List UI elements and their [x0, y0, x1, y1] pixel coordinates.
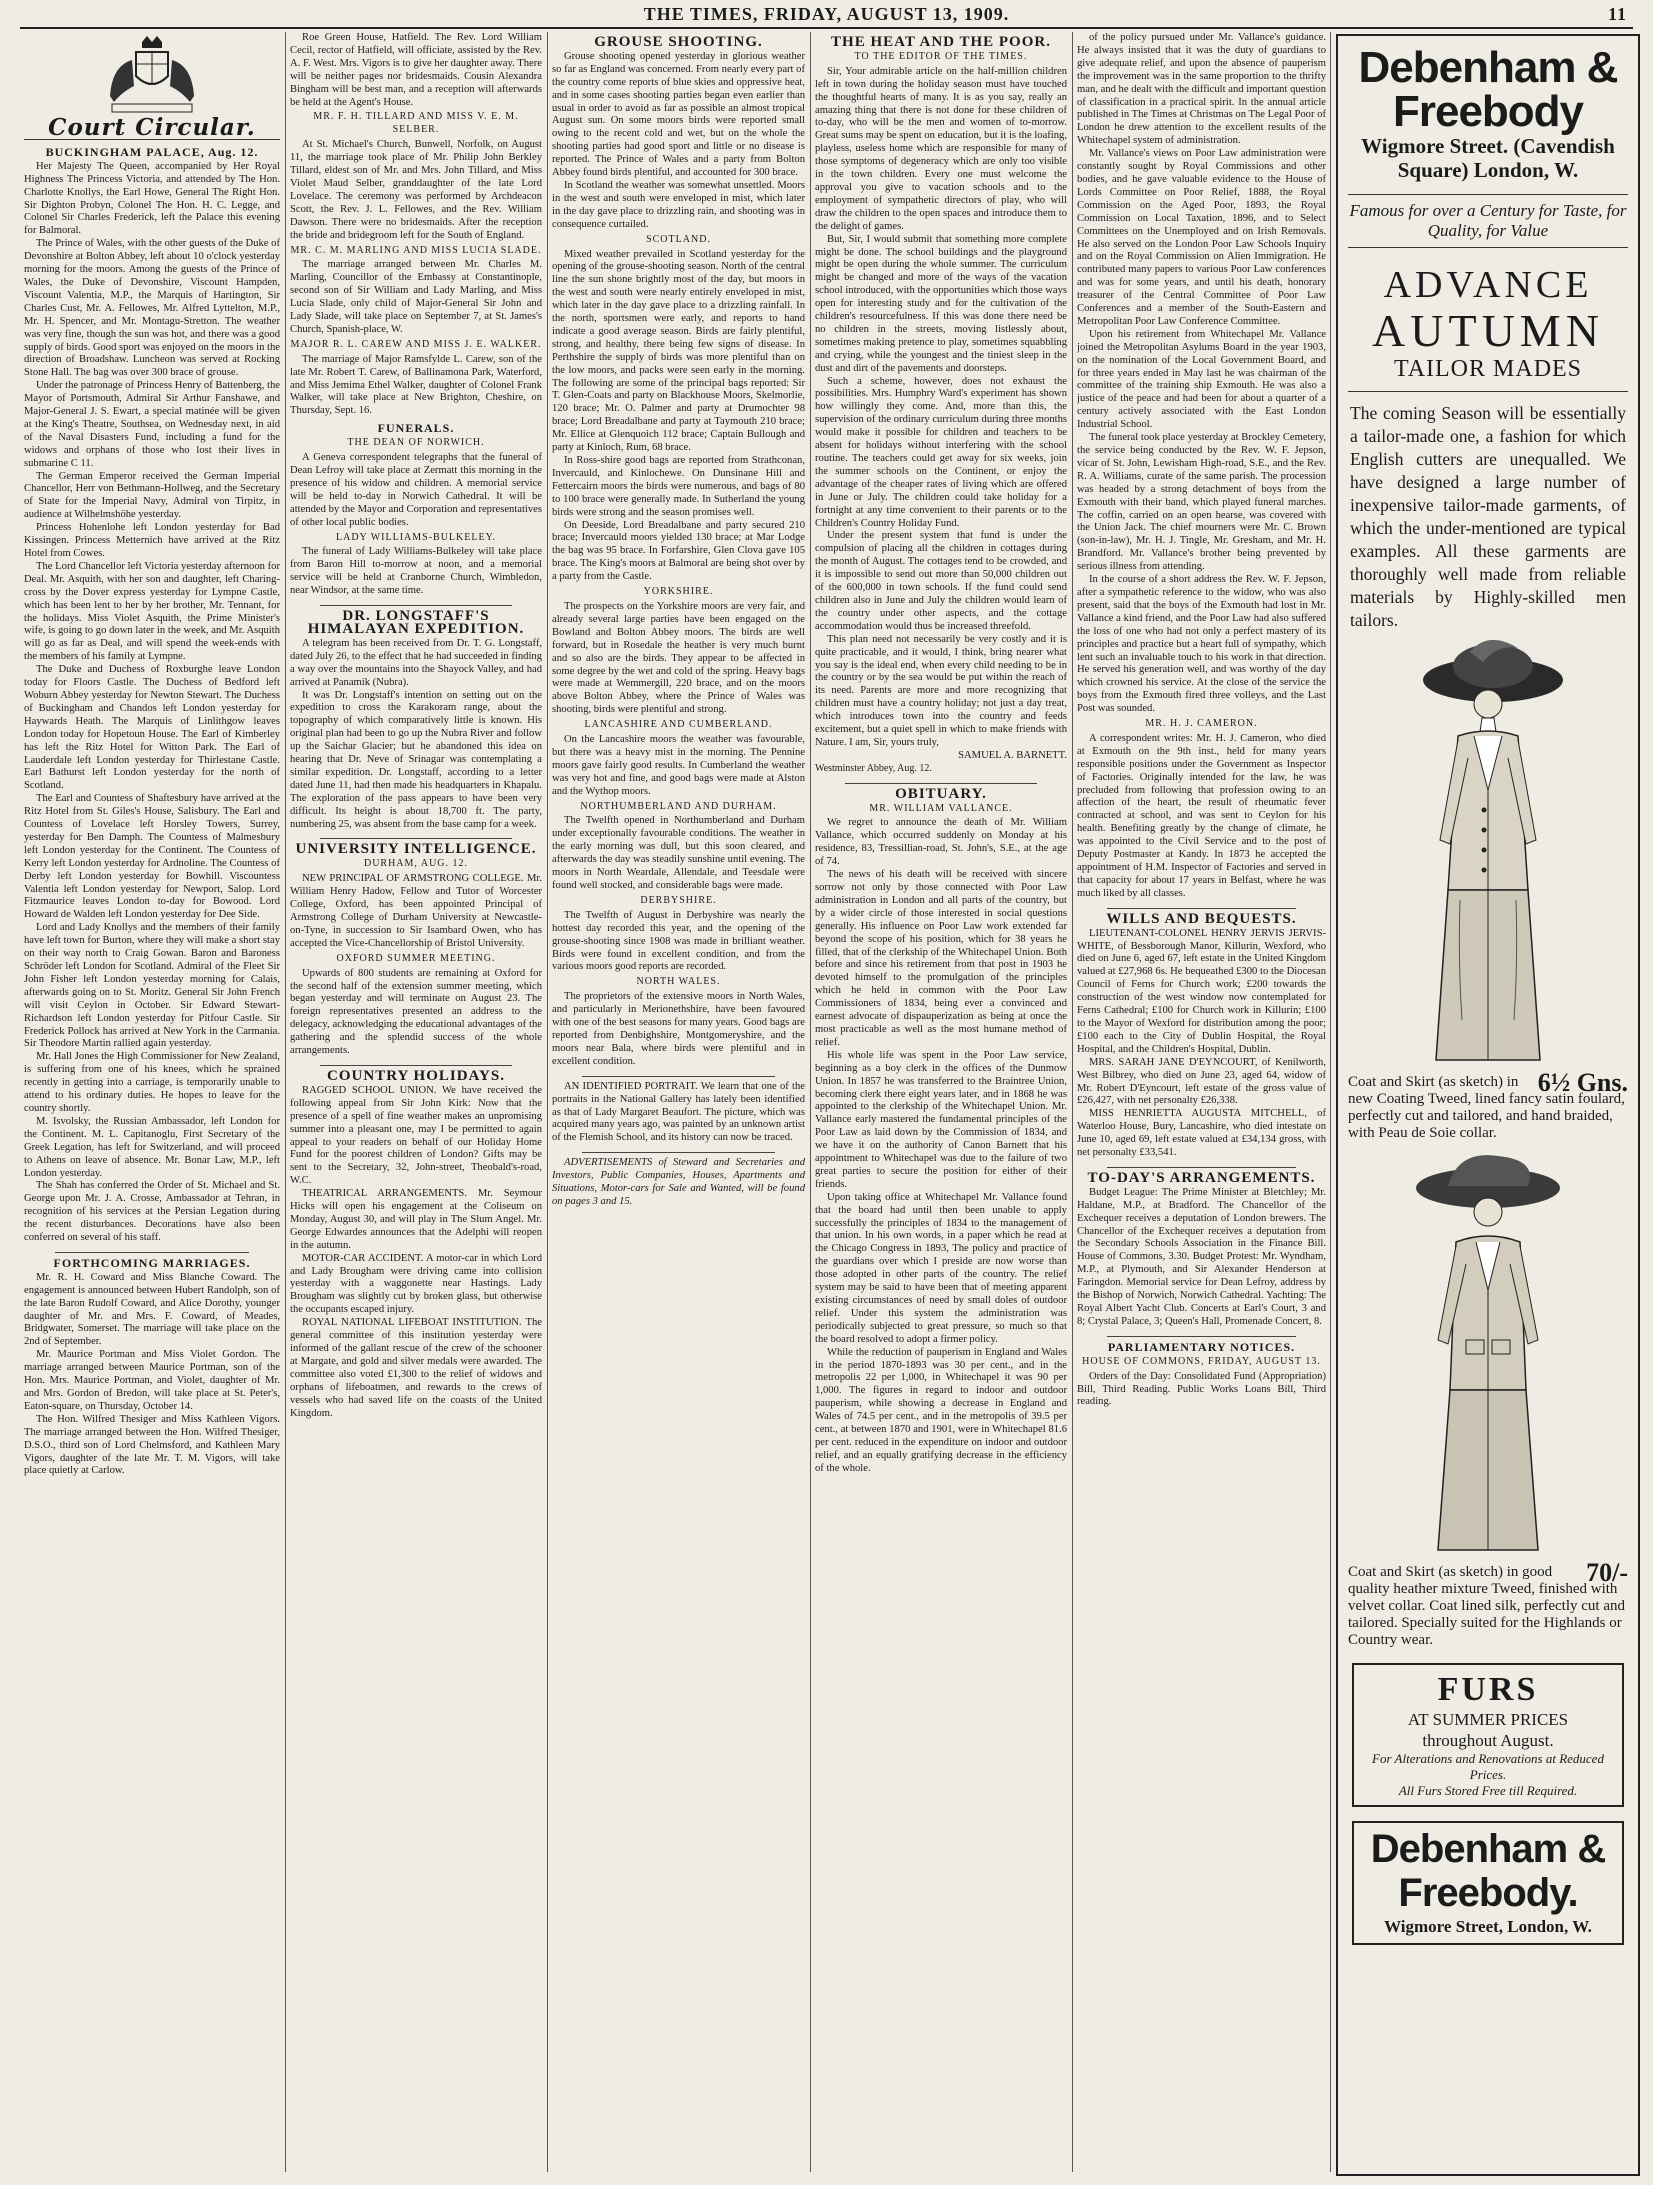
section-heading: COUNTRY HOLIDAYS.: [327, 1067, 505, 1084]
article-paragraph: LIEUTENANT-COLONEL HENRY JERVIS JERVIS-WHITE, of Bessborough Manor, Killurin, Wexford, who died on June 6, aged 67, left estate in the United Kingdom valued at £27,968 6s. He bequeathed £300 to the Diocesan Council of Ferns for Church work; £200 towards the construction of the west window now contemplated for Ferns Cathedral; £100 for Church work in Killurin; £100 to the Mayor of Wexford for distribution among the poor; £100 each to the City of Dublin Hospital, the Royal Hospital, and the Children's Hospital, Dublin.: [1077, 927, 1326, 1055]
advert-body: The coming Season will be essentially a tailor-made one, a fashion for which English cutters are unequalled. We have designed a large number of inexpensive tailor-made garments, of which the under-mentioned are typical examples. All these garments are thoroughly well made from reliable materials by Highly-skilled men tailors.: [1350, 403, 1626, 630]
column-rule: [285, 32, 286, 2172]
subheading: MR. F. H. TILLARD AND MISS V. E. M. SELBER.: [313, 111, 519, 136]
subheading: LADY WILLIAMS-BULKELEY.: [335, 531, 497, 543]
section-heading: FUNERALS.: [377, 421, 455, 436]
article-paragraph: MISS HENRIETTA AUGUSTA MITCHELL, of Waterloo House, Bury, Lancashire, who died intestate on June 10, aged 69, left estate valued at £34,134 gross, with net personalty £33,541.: [1077, 1108, 1326, 1159]
royal-arms-icon: [92, 36, 212, 116]
article-paragraph: Lord and Lady Knollys and the members of their family have left town for Burton, where they will make a short stay on their way north to Craig Gowan. Baron and Baroness Schröder left London for Scotland. Admiral of the Fleet Sir John Fisher left London yesterday morning for Calais, afterwards going on to St. Moritz. General Sir John French will visit Ceylon in October. Sir Edward Stewart-Richardson left London yesterday for Pitfour Castle. Sir Frederick Pollock has arrived at New York in the Carmania. Sir Theodore Martin rallied again yesterday.: [24, 922, 280, 1050]
article-paragraph: A telegram has been received from Dr. T. G. Longstaff, dated July 26, to the effect that he had succeeded in finding a way over the mountains into the Shayock Valley, and had arrived at Panamik (Nubra).: [290, 637, 542, 688]
article-paragraph: Grouse shooting opened yesterday in glorious weather so far as England was concerned. From nearly every part of the country come reports of blue skies and oppressive heat, and in some cases shooting parties began even earlier than usual in order to avoid as far as possible an almost tropical August sun. On some moors birds were reported small owing to the recent cold and wet, but on the whole the shooting parties had good sport and little or no disease is reported. The Prince of Wales and a party from Bolton Abbey found birds plentiful, and accounted for 300 brace.: [552, 50, 805, 179]
advert-slogan: Famous for over a Century for Taste, for Quality, for Value: [1348, 194, 1628, 248]
article-paragraph: A correspondent writes: Mr. H. J. Cameron, who died at Exmouth on the 9th inst., held for many years responsible positions under the Government as Inspector of Factories. Originally intended for the law, he was precluded from following that profession owing to an affection of the heart, the result of rheumatic fever contracted at school, and was sent to Ceylon for his health. Benefiting greatly by the change of climate, he was appointed to the Civil Service and to the post of Deputy Postmaster at Kandy. In 1873 he accepted the appointment of H.M. Inspector of Factories and served in that capacity for about 17 years in Belfast, where he was much liked by all classes.: [1077, 732, 1326, 899]
section-divider: [320, 1065, 512, 1066]
section-divider: [845, 783, 1037, 784]
subheading: HOUSE OF COMMONS, FRIDAY, AUGUST 13.: [1082, 1355, 1321, 1367]
lady-in-coat-illustration-icon: [1388, 640, 1588, 1070]
article-paragraph: Mixed weather prevailed in Scotland yesterday for the opening of the grouse-shooting season. North of the central line the sun shone brightly most of the day, but moors in the west and south were nearly entirely enveloped in mist, which later in the day gave place to a drizzling rainfall. In the north, sportsmen were early, and reports to hand indicate a good average season. Birds are fairly plentiful, strong, and healthy, there being few signs of disease. In Perthshire the supply of birds was more plentiful than on the low moors, and packs were seen early in the morning. The following are some of the principal bags reported: Sir T. Glen-Coats and party on Blackhouse Moors, Skelmorlie, 120 brace; Mr. O. Palmer and party at Drumochter 98 brace; Lord Breadalbane and party at Taymouth 210 brace; Mr. Ellice at Glenquoich 112 brace; Captain Bullough and party at Kinloch, Rum, 68 brace.: [552, 248, 805, 454]
column-rule: [547, 32, 548, 2172]
subheading: DURHAM, AUG. 12.: [363, 858, 469, 870]
article-paragraph: ROYAL NATIONAL LIFEBOAT INSTITUTION. The general committee of this institution yesterday were informed of the gallant rescue of the crew of the schooner at Margate, and gold and silver medals were awarded. The committee also voted £1,300 to the relief of widows and orphans of lifeboatmen, and rewards to the crews of vessels who had saved life on the coasts of the United Kingdom.: [290, 1317, 542, 1419]
column-heat-and-poor: [815, 32, 1067, 2172]
masthead: [20, 4, 1633, 26]
article-paragraph: AN IDENTIFIED PORTRAIT. We learn that one of the portraits in the National Gallery has lately been identified as that of Lady Margaret Beaufort. The picture, which was acquired many years ago, was painted by an unknown artist of the Flemish School, and its history can now be traced.: [552, 1080, 805, 1144]
section-divider: [320, 838, 512, 839]
furs-notice: [1352, 1663, 1624, 1807]
article-paragraph: Such a scheme, however, does not exhaust the possibilities. Mrs. Humphry Ward's experiment has shown how willingly they come. And, more than this, the supervision of the ordinary curriculum during three months would make it possible for children and teachers to be absent for holidays without interfering with the school routine. The teachers could get away for six weeks, join the summer schools on the Continent, or enjoy the advantage of the cheaper rates of living which are offered in June or July. The children could take holiday for a fortnight at any time convenient to their parents or to the Children's Country Holiday Fund.: [815, 375, 1067, 529]
dateline: BUCKINGHAM PALACE, Aug. 12.: [45, 144, 259, 159]
article-paragraph: THEATRICAL ARRANGEMENTS. Mr. Seymour Hicks will open his engagement at the Coliseum on Monday, August 30, and will play in The Slum Angel. Mr. George Edwardes announces that the Adelphi will reopen in the autumn.: [290, 1188, 542, 1251]
price-1: 6½ Gns.: [1537, 1068, 1628, 1097]
section-heading: FORTHCOMING MARRIAGES.: [53, 1255, 251, 1270]
section-divider: [582, 1076, 774, 1077]
advert-headline-advance: ADVANCE: [1383, 264, 1593, 306]
debenham-freebody-advertisement: [1336, 34, 1640, 2176]
article-paragraph: His whole life was spent in the Poor Law service, beginning as a boy clerk in the offices of the Dunmow Union. In 1857 he was transferred to the Braintree Union, becoming clerk there eight years later, and in 1868 he was appointed to the clerkship of the Whitechapel Union. Mr. Vallance early mastered the fundamental principles of the Poor Law as laid down by the Commission of 1834, and we have it on the authority of Canon Barnett that his appointment to Whitechapel was due to the failure of two great parties to secure the position for either of their friends.: [815, 1049, 1067, 1190]
section-heading: WILLS AND BEQUESTS.: [1106, 910, 1297, 927]
article-paragraph: The Twelfth of August in Derbyshire was nearly the hottest day recorded this year, and the opening of the grouse-shooting since 1908 was made in brilliant weather. Birds were found in excellent condition, and from the various moors good reports are recorded.: [552, 909, 805, 973]
subheading: SCOTLAND.: [646, 233, 711, 245]
subheading: YORKSHIRE.: [643, 586, 714, 598]
furs-line: All Furs Stored Free till Required.: [1398, 1783, 1578, 1798]
column-rule: [810, 32, 811, 2172]
article-paragraph: The German Emperor received the German Imperial Chancellor, Herr von Bethmann-Hollweg, and the Secretary of State for the Imperial Navy, Admiral von Tirpitz, in audience at Wilhelmshöhe yesterday.: [24, 470, 280, 521]
article-paragraph: of the policy pursued under Mr. Vallance's guidance. He always insisted that it was the duty of guardians to give adequate relief, and upon the absence of pauperism the improvement was in the same proportion to the thrifty man, and he dealt with the difficult and important question of classification in a practical spirit. In the annual article published in The Times at Christmas on The Legal Poor of London he drew attention to the excellent results of the Whitechapel system of administration.: [1077, 32, 1326, 147]
advert-caption-1: [1348, 1068, 1628, 1142]
article-paragraph: On Deeside, Lord Breadalbane and party secured 210 brace; Invercauld moors yielded 130 brace; at Mar Lodge the bag was 95 brace. In Forfarshire, Glen Clova gave 105 brace. The King's moors at Balmoral are being shot over by a party from the Castle.: [552, 519, 805, 583]
column-rule: [1072, 32, 1073, 2172]
article-paragraph: RAGGED SCHOOL UNION. We have received the following appeal from Sir John Kirk: Now that the presence of a spell of fine weather makes an unpromising summer into a pleasant one, may I be permitted to again appeal to your readers on behalf of our Holiday Home Fund for the poorest children of London? Gifts may be sent to the Secretary, 32, John-street, Theobald's-road, W.C.: [290, 1084, 542, 1187]
column-marriages-expedition: [290, 32, 542, 2172]
column-rule: [1330, 32, 1331, 2172]
furs-title: FURS: [1437, 1671, 1539, 1708]
article-paragraph: The Shah has conferred the Order of St. Michael and St. George upon Mr. J. A. Crosse, Ambassador at Tehran, in recognition of his services at the Persian Legation during the recent disturbances. Decorations have also been conferred on several of his staff.: [24, 1180, 280, 1244]
article-paragraph: MOTOR-CAR ACCIDENT. A motor-car in which Lord and Lady Brougham were driving came into collision yesterday with a waggonette near Hastings. Lady Brougham was slightly cut by broken glass, but otherwise the occupants escaped injury.: [290, 1252, 542, 1316]
advert-address-2: Wigmore Street, London, W.: [1384, 1917, 1592, 1936]
section-heading: GROUSE SHOOTING.: [594, 34, 763, 50]
subheading: MR. H. J. CAMERON.: [1145, 718, 1258, 730]
article-paragraph: The news of his death will be received with sincere sorrow not only by those connected with Poor Law administration in London and all parts of the country, but by a wider circle of those interested in social questions generally. His influence on Poor Law work extended far beyond the scope of his position, which for 38 years he filled, that of the clerkship of the Whitechapel Union. Both before and since his retirement from that post in 1903 he devoted himself to the promulgation of the principles which he held in common with the Poor Law Commissioners of 1834, being ever a convinced and earnest advocate of dispauperization as being at once the most practicable as well as the most humane method of relief.: [815, 869, 1067, 1048]
section-divider: [1107, 1167, 1296, 1168]
article-paragraph: At St. Michael's Church, Bunwell, Norfolk, on August 11, the marriage took place of Mr. Philip John Berkley Tillard, eldest son of Mr. and Mrs. John Tillard, and Miss Violet Maud Selber, granddaughter of the late Lord Lovelace. The ceremony was performed by Archdeacon Scott, the Rev. J. L. Fellowes, and the Rev. William Dawson. There were no bridesmaids. After the reception the bride and bridegroom left for the South of England.: [290, 139, 542, 241]
article-paragraph: The funeral of Lady Williams-Bulkeley will take place from Baron Hill to-morrow at noon, and a memorial service will be held at Cranborne Church, Wimbledon, near Windsor, at the same time.: [290, 546, 542, 597]
article-paragraph: Mr. Hall Jones the High Commissioner for New Zealand, is suffering from one of his knees, which he sprained recently in getting into a carriage, is temporarily unable to attend to his ordinary duties. He hopes to leave for the country shortly.: [24, 1051, 280, 1114]
subheading: MR. WILLIAM VALLANCE.: [869, 802, 1013, 814]
advert-footer-brand: [1352, 1821, 1624, 1945]
article-paragraph: Mr. R. H. Coward and Miss Blanche Coward. The engagement is announced between Hubert Randolph, son of the late Baron Rudolf Coward, and Alice Dorothy, younger daughter of Mr. and Mrs. F. Coward, of Meades, Bridgwater, Somerset. The marriage will take place on the 2nd of September.: [24, 1271, 280, 1348]
article-paragraph: The marriage arranged between Mr. Charles M. Marling, Councillor of the Embassy at Constantinople, second son of Sir William and Lady Marling, and Miss Lucia Slade, only child of Major-General Sir John and Lady Slade, will take place on September 7, at St. James's Church, Spanish-place, W.: [290, 259, 542, 335]
article-paragraph: While the reduction of pauperism in England and Wales in the period 1870-1893 was 30 per cent., and in the metropolis 22 per 1,000, in Whitechapel it was 90 per 1,000. The figures in regard to indoor and outdoor pauperism, while showing a decrease in England and Wales of 74.5 per cent., and in the metropolis of 39.5 per cent., at between 1870 and 1901, were in Whitechapel 81.6 per cent. reduced in the expenditure on indoor and outdoor relief, and an equally gratifying decrease in the efficiency of the whole.: [815, 1346, 1067, 1474]
section-heading: UNIVERSITY INTELLIGENCE.: [295, 841, 537, 858]
advert-brand: Debenham & Freebody: [1358, 43, 1618, 136]
article-paragraph: This plan need not necessarily be very costly and it is quite practicable, and it would, I think, bring nearer what you say is the ideal end, when every child needing to be in the country or by the sea would be put within the reach of its need. Parents are more and more recognizing that children must have a country holiday; not just a day treat, which introduces town into the country and feeds excitement, but a quiet spell in which to make friends with Nature. I am, Sir, yours truly,: [815, 633, 1067, 748]
furs-line: AT SUMMER PRICES: [1407, 1710, 1569, 1729]
article-paragraph: Princess Hohenlohe left London yesterday for Bad Kissingen. Princess Metternich have arrived at the Ritz Hotel from Cowes.: [24, 522, 280, 559]
caption-text-2: Coat and Skirt (as sketch) in good quality heather mixture Tweed, finished with velvet collar. Coat lined silk, perfectly cut and tailored. Specially suited for the Highlands or Country wear.: [1348, 1564, 1625, 1648]
column-grouse-shooting: [552, 32, 805, 2172]
article-paragraph: Sir, Your admirable article on the half-million children left in town during the holiday season must have touched the thoughtful hearts of many. It is as you say, really an amazing thing that there is not done for these children of to-day, who will be the men and women of to-morrow. Great sums may be spent on education, but it is the loafing, playless, useless home which are responsible for many of those symptoms of degeneracy which are only too visible in the town children. Every one must welcome the approval you give to vacation schools and to the employment of sympathetic directors of play, who will draw the children to the open spaces and introduce them to the delight of games.: [815, 65, 1067, 232]
article-paragraph: The Duke and Duchess of Roxburghe leave London today for Floors Castle. The Duchess of Bedford left Woburn Abbey yesterday for Newton Stewart. The Duchess of Buckingham and Chandos left London yesterday for Haywards Heath. The Marquis of Linlithgow leaves London today for Hopetoun House. The Earl of Kimberley has left the Ritz Hotel for Witton Park. The Earl of Lauderdale left London yesterday for Thirlestane Castle. Earl Bathurst left London yesterday for the north of Scotland.: [24, 664, 280, 792]
subheading: THE DEAN OF NORWICH.: [347, 437, 485, 449]
article-paragraph: The funeral took place yesterday at Brockley Cemetery, the service being conducted by the Rev. W. F. Jepson, vicar of St. John, Lewisham High-road, S.E., and the Rev. R. A. Williams, curate of the same parish. The procession was headed by a strong detachment of boys from the Exmouth with their band, which played funeral marches. The coffin, carried on an open hearse, was covered with the Union Jack. The chief mourners were Mr. C. Brown (son-in-law), Mr. H. J. Tingle, Mr. Gresham, and Mr. H. Brandford. Mr. Vallance's brother being prevented by serious illness from attending.: [1077, 432, 1326, 573]
article-paragraph: Upon taking office at Whitechapel Mr. Vallance found that the board had until then been unable to apply successfully the principles of 1834 to the management of that union. In his own words, in a paper which he read at the Chicago Congress in 1893, The policy and practice of the guardians over which I preside are now worse than those adopted in other parts of the country. The relief system may be said to have been that of meeting apparent existing circumstances of need by small doles of outdoor relief. Under this system the administration was periodically subjected to great pressure, so much so that the board resolved to adopt a firmer policy.: [815, 1191, 1067, 1345]
subheading: MR. C. M. MARLING AND MISS LUCIA SLADE.: [290, 244, 542, 256]
article-paragraph: The Hon. Wilfred Thesiger and Miss Kathleen Vigors. The marriage arranged between the Hon. Wilfred Thesiger, D.S.O., third son of Lord Chelmsford, and Kathleen Mary Vigors, daughter of the late Mr. T. M. Vigors, will take place quietly at Carlow.: [24, 1413, 280, 1477]
price-2: 70/-: [1586, 1558, 1628, 1587]
article-paragraph: Under the patronage of Princess Henry of Battenberg, the Mayor of Portsmouth, Admiral Sir Arthur Fanshawe, and Major-General J. S. Ewart, a special matinée will be given at the King's Theatre, Southsea, on Wednesday next, in aid of the Naval Disasters Fund, including a fund for the widows and orphans of those who lost their lives in submarine C 11.: [24, 380, 280, 469]
section-divider: [320, 605, 512, 606]
furs-line: For Alterations and Renovations at Reduced Prices.: [1372, 1751, 1604, 1782]
article-paragraph: The proprietors of the extensive moors in North Wales, and particularly in Merionethshire, have been favoured with one of the best seasons for many years. Good bags are reported from Denbighshire, Montgomeryshire, and the moors near Bala, where birds were plentiful and in excellent condition.: [552, 991, 805, 1067]
section-divider: [55, 1252, 250, 1253]
article-paragraph: But, Sir, I would submit that something more complete might be done. The school buildings and the playground might be open during the whole summer. The curriculum might be changed and more of the ways of the vacation school introduced, with the opportunities which those ways open for interesting study and for the cultivation of the children's resourcefulness. If this was done there need be no children in the streets, moving listlessly about, sometimes making pretence to play, sometimes squabbling and crying, while the youngest and the tiniest sleep in the dust and dirt of the pavements and doorsteps.: [815, 233, 1067, 374]
advert-headline-tailor: TAILOR MADES: [1348, 356, 1628, 392]
article-paragraph: In Scotland the weather was somewhat unsettled. Moors in the west and south were enveloped in mist, which later in the day gave place to drizzling rain, and shooting was in consequence curtailed.: [552, 179, 805, 230]
section-heading: PARLIAMENTARY NOTICES.: [1107, 1339, 1296, 1354]
advert-caption-2: [1348, 1558, 1628, 1649]
letter-address: Westminster Abbey, Aug. 12.: [815, 762, 932, 774]
lady-in-tweed-illustration-icon: [1388, 1150, 1588, 1560]
article-paragraph: Under the present system that fund is under the compulsion of placing all the children in cottages during the month of August. The cottages tend to be crowded, and it is impossible to send out more than 50,000 children out of the 600,000 in town schools. If the fund could send children also in June and July the children would learn of the country under other aspects, and the cottage accommodation would thus be increased threefold.: [815, 530, 1067, 632]
article-paragraph: In the course of a short address the Rev. W. F. Jepson, after a sympathetic reference to the widow, who was also present, said that the boys of the Exmouth had lost in Mr. Vallance a kind friend, and the Poor Law had also suffered the loss of one who had not only a perfect mastery of its principles and practice but a heart full of sympathy, which lent such an invaluable touch to his work in that direction. He served his generation well, and was worthy of the day which crowned his service. At the close of the service the boys from the Exmouth fired three volleys, and the Last Post was sounded.: [1077, 574, 1326, 715]
section-heading: TO-DAY'S ARRANGEMENTS.: [1087, 1169, 1316, 1186]
article-paragraph: It was Dr. Longstaff's intention on setting out on the expedition to cross the Karakoram range, about the topography of which comparatively little is known. His original plan had been to go up the Nubra River and follow up the Saichar Glacier; but he abandoned this idea on hearing that Dr. Neve of Srinagar was contemplating a similar expedition. Dr. Longstaff, according to a letter dated June 11, had then made his headquarters in Khapalu. The exploration of the pass appears to have been very difficult. Its height is about 18,700 ft. The party, numbering 25, was absent from the base camp for a week.: [290, 689, 542, 830]
article-paragraph: M. Isvolsky, the Russian Ambassador, left London for the Continent. M. L. Capitanoglu, First Secretary of the Greek Legation, has left for Switzerland, and will proceed to Athens on leave of absence. Mr. Bonar Law, M.P., left London yesterday.: [24, 1115, 280, 1179]
section-divider: [582, 1152, 774, 1153]
masthead-title: THE TIMES, FRIDAY, AUGUST 13, 1909.: [643, 4, 1010, 24]
section-heading: OBITUARY.: [895, 785, 987, 802]
subheading: OXFORD SUMMER MEETING.: [336, 952, 496, 964]
court-circular-heading: Court Circular.: [24, 122, 280, 140]
article-paragraph: The Lord Chancellor left Victoria yesterday afternoon for Deal. Mr. Asquith, with her son and daughter, left Charing-cross by the Dover express yesterday for Lympne Castle, which has been lent to her by her brother, Mr. Tennant, for the holidays. Miss Violet Asquith, the Prime Minister's wife, is going to go down later in the week, and Mr. Asquith will go as far as Deal, and will spend the week-ends with the members of his family at Lympne.: [24, 560, 280, 663]
article-paragraph: Orders of the Day: Consolidated Fund (Appropriation) Bill, Third Reading. Public Works Loans Bill, Third reading.: [1077, 1370, 1326, 1408]
section-divider: [1107, 908, 1296, 909]
advertisement-notice: ADVERTISEMENTS of Steward and Secretaries and Investors, Public Companies, Houses, Apartments and Situations, Motor-cars for Sale and Wanted, will be found on pages 3 and 15.: [552, 1157, 805, 1207]
article-paragraph: Mr. Vallance's views on Poor Law administration were constantly sought by Royal Commissions and other bodies, and he gave valuable evidence to the House of Lords Committee on Poor Relief, 1888, the Royal Commission on the Aged Poor, 1893, the Royal Commission on Local Taxation, 1896, and to Select Committees on the Unemployed and on Irish Removals. He also served on the London Poor Law Schools Inquiry and on the Royal Commission on Alien Immigration. He contributed many papers to various Poor Law conferences and was for some years, and until his death, honorary treasurer of the Central Committee of Poor Law Conferences and a member of the South-Eastern and Metropolitan Poor Law Conference Committee.: [1077, 148, 1326, 327]
article-paragraph: Upwards of 800 students are remaining at Oxford for the second half of the extension summer meeting, which began yesterday and will terminate on August 23. The foreign representatives presented an address to the delegacy, acknowledging the educational advantages of the gathering and the splendid success of the whole arrangements.: [290, 967, 542, 1057]
article-paragraph: In Ross-shire good bags are reported from Strathconan, Invercauld, and Kinlochewe. On Dunsinane Hill and Fettercairn moors the birds were numerous, and bags of 80 to 100 brace were generally made. In Sutherland the young birds were strong and the season promises well.: [552, 455, 805, 518]
advert-address: Wigmore Street. (Cavendish Square) London, W.: [1361, 134, 1615, 182]
subheading: TO THE EDITOR OF THE TIMES.: [854, 50, 1028, 62]
article-paragraph: NEW PRINCIPAL OF ARMSTRONG COLLEGE. Mr. William Henry Hadow, Fellow and Tutor of Worcester College, Oxford, has been appointed Principal of Armstrong College of Durham University at Newcastle-on-Tyne, in succession to Sir Isambard Owen, who has accepted the Vice-Chancellorship of Bristol University.: [290, 873, 542, 949]
letter-signature: SAMUEL A. BARNETT.: [958, 749, 1067, 761]
article-paragraph: On the Lancashire moors the weather was favourable, but there was a heavy mist in the morning. The Pennine moors gave fairly good results. In Cumberland the weather was very hot and fine, and good bags were made at Alston and the Wythop moors.: [552, 734, 805, 797]
subheading: MAJOR R. L. CAREW AND MISS J. E. WALKER.: [290, 338, 542, 350]
article-paragraph: A Geneva correspondent telegraphs that the funeral of Dean Lefroy will take place at Zermatt this morning in the presence of his widow and children. A memorial service will be held to-day in Norwich Cathedral. It will be attended by the Mayor and Corporation and representatives of other local public bodies.: [290, 452, 542, 528]
section-divider: [1107, 1336, 1296, 1337]
furs-line: throughout August.: [1422, 1731, 1554, 1750]
advert-brand-2: Debenham & Freebody.: [1370, 1827, 1606, 1915]
section-heading: THE HEAT AND THE POOR.: [831, 34, 1051, 50]
masthead-rule: [20, 27, 1633, 29]
article-paragraph: The Twelfth opened in Northumberland and Durham under exceptionally favourable conditions. The weather in the early morning was dull, but this soon cleared, and afterwards the day was steadily sunshine until evening. The moors in North Weardale, Allendale, and Teesdale were found well stocked, and considerable bags were made.: [552, 815, 805, 891]
article-paragraph: Her Majesty The Queen, accompanied by Her Royal Highness The Princess Victoria, and attended by The Hon. Charlotte Knollys, the Earl Howe, General The Right Hon. Sir Dighton Probyn, Colonel The Hon. H. C. Legge, and Colonel Sir Charles Frederick, left the Palace this evening for Balmoral.: [24, 160, 280, 237]
article-paragraph: MRS. SARAH JANE D'EYNCOURT, of Kenilworth, West Bilbrey, who died on June 23, aged 64, widow of Mr. Robert D'Eyncourt, left estate of the gross value of £26,427, with net personalty £26,338.: [1077, 1056, 1326, 1107]
article-paragraph: We regret to announce the death of Mr. William Vallance, which occurred suddenly on Monday at his residence, 83, Tressillian-road, St. John's, S.E., at the age of 74.: [815, 817, 1067, 868]
article-paragraph: Upon his retirement from Whitechapel Mr. Vallance joined the Metropolitan Asylums Board in the year 1903, on the nomination of the Local Government Board, and for three years ended in May last he was chairman of the committee of the training ship Exmouth. He was also a justice of the peace and had been for about a quarter of a century actively associated with the East London Industrial School.: [1077, 328, 1326, 431]
page-number: 11: [1607, 4, 1627, 24]
subheading: LANCASHIRE AND CUMBERLAND.: [584, 719, 773, 731]
article-paragraph: The marriage of Major Ramsfylde L. Carew, son of the late Mr. Robert T. Carew, of Ballinamona Park, Waterford, and Miss Jemima Ethel Walker, daughter of Colonel Frank Walker, will take place at New Brighton, Cheshire, on Thursday, Sept. 16.: [290, 353, 542, 417]
subheading: NORTH WALES.: [636, 976, 721, 988]
article-paragraph: Roe Green House, Hatfield. The Rev. Lord William Cecil, rector of Hatfield, will officiate, assisted by the Rev. A. F. West. Mrs. Vigors is to give her daughter away. There will be neither pages nor bridesmaids. Cousin Alexandra Bingham will be best man, and a reception will afterwards be held at the Agent's House.: [290, 32, 542, 108]
section-heading: DR. LONGSTAFF'S HIMALAYAN EXPEDITION.: [307, 608, 525, 637]
column-obituary-wills: [1077, 32, 1326, 2172]
article-paragraph: Budget League: The Prime Minister at Bletchley; Mr. Haldane, M.P., at Bradford. The Chancellor of the Exchequer receives a deputation of London brewers. The Chancellor of the Exchequer receives a deputation from the Secondary Schools Association in the Finance Bill. House of Commons, 3.30. Budget Protest: Mr. Wyndham, M.P., at Plymouth, and Sir Alexander Henderson at Faringdon. Memorial service for Dean Lefroy, address by the Bishop of Norwich, Norwich Cathedral. Yachting: The Royal Albert Yacht Club. Concerts at Earl's Court, 3 and 8; Crystal Palace, 3; Queen's Hall, Promenade Concert, 8.: [1077, 1186, 1326, 1327]
article-paragraph: The prospects on the Yorkshire moors are very fair, and already several large parties have been engaged on the Bowland and Bolton Abbey moors. The birds are well forward, but in Rosedale the heather is very much burnt and so also are the birds. They appear to be affected in some degree by the wet and cold of the spring. Heavy bags were made at Wemmergill, 220 brace, and on the moors above Bolton Abbey, where the Prince of Wales was shooting, birds were plentiful and strong.: [552, 600, 805, 716]
subheading: NORTHUMBERLAND AND DURHAM.: [580, 800, 777, 812]
article-paragraph: Mr. Maurice Portman and Miss Violet Gordon. The marriage arranged between Maurice Portman, son of the Hon. Mrs. Maurice Portman, and Violet, daughter of Mr. and Mrs. Gordon of Bredon, will take place at St. Peter's, Eaton-square, on Thursday, October 14.: [24, 1349, 280, 1412]
caption-text-1: Coat and Skirt (as sketch) in new Coating Tweed, lined fancy satin foulard, perfectly cut and tailored, and hand braided, with Peau de Soie collar.: [1348, 1074, 1625, 1141]
article-paragraph: The Earl and Countess of Shaftesbury have arrived at the Ritz Hotel from St. Giles's House, Salisbury. The Earl and Countess of Lovelace left Horsley Towers, Surrey, yesterday for Ben Damph. The Countess of Malmesbury left London yesterday for the Continent. The Countess of Kerry left London yesterday for Ardnoline. The Countess of Derby left London yesterday for Bowhill. Viscountess Valentia left London yesterday for Newport, Salop. Lord Fitzmaurice leaves London to-day for Bowood. Lord Howard de Walden left London yesterday for Dee Side.: [24, 793, 280, 921]
subheading: DERBYSHIRE.: [640, 894, 717, 906]
column-court-circular: [24, 32, 280, 2172]
advert-headline-autumn: AUTUMN: [1372, 305, 1604, 356]
article-paragraph: The Prince of Wales, with the other guests of the Duke of Devonshire at Bolton Abbey, left about 10 o'clock yesterday morning for the moors. Among the guests of the Prince of Wales, the Duke of Devonshire, Viscount Hampden, Viscount Valentia, M.P., the Marquis of Hartington, Sir Charles Cust, Mr. A. Fellowes, Mr. Alfred Lyttelton, M.P., Mr. H. Spencer, and Mr. Montagu-Stretton. The weather was very fine, though the sun was hot, and there was a good supply of birds. Good sport was enjoyed on the moors in the direction of Broadshaw. Luncheon was served at Rocking Stone Hall. The bag was over 300 brace of grouse.: [24, 238, 280, 379]
